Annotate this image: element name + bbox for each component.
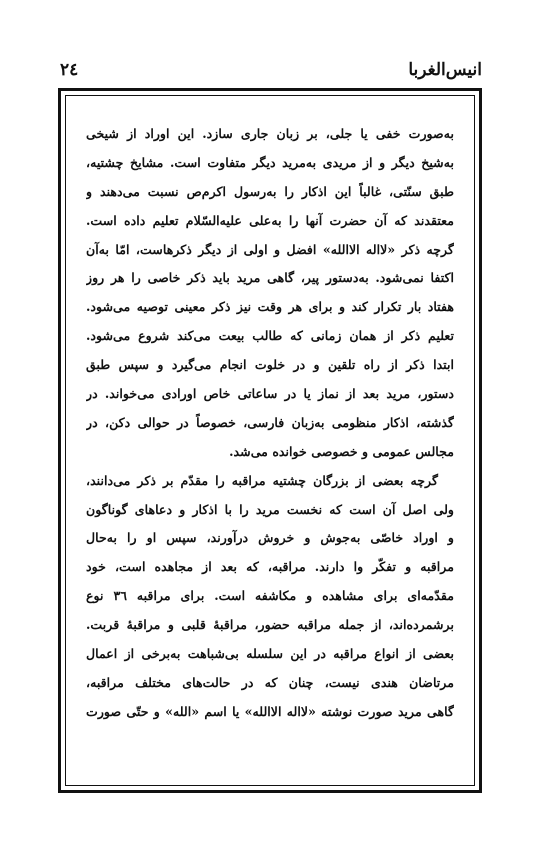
paragraph-2 — [86, 467, 454, 727]
text-line: مقدّمه‌ای برای مشاهده و مکاشفه است. برای مراقبه ۳٦ نوع — [86, 588, 454, 604]
book-title: انیس‌الغربا — [408, 60, 482, 80]
text-line: ابتدا ذکر از راه تلقین و در خلوت انجام می‌گیرد و سپس طبق — [86, 357, 454, 373]
text-line: معتقدند که آن حضرت آنها را به‌علی علیه‌السّلام تعلیم داده است. — [86, 212, 454, 228]
text-line: هفتاد بار تکرار کند و برای هر وقت نیز ذکر معینی توصیه می‌شود. — [86, 299, 454, 315]
text-line: گرچه ذکر «لااله الاالله» افضل و اولی از دیگر ذکرهاست، امّا به‌آن — [86, 241, 454, 257]
text-line: اکتفا نمی‌شود. به‌دستور پیر، گاهی مرید باید ذکر خاصی را هر روز — [86, 270, 454, 286]
text-line: گرچه بعضی از بزرگان چشتیه مراقبه را مقدّم بر ذکر می‌دانند، — [86, 472, 438, 488]
text-line: طبق سنّتی، غالباً این اذکار را به‌رسول اکرم‌ص نسبت می‌دهند و — [86, 183, 454, 199]
text-line: دستور، مرید بعد از نماز یا در ساعاتی خاص اورادی می‌خواند. در — [86, 386, 454, 402]
text-line: برشمرده‌اند، از جمله مراقبه حضور، مراقبهٔ قلبی و مراقبهٔ قربت. — [86, 617, 454, 633]
text-line: گاهی مرید صورت نوشته «لااله الاالله» یا اسم «الله» و حتّی صورت — [86, 703, 454, 719]
text-line: تعلیم ذکر از همان زمانی که طالب بیعت می‌کند شروع می‌شود. — [86, 328, 454, 344]
text-line: گذشته، اذکار منظومی به‌زبان فارسی، خصوصاً در حوالی دکن، در — [86, 414, 454, 430]
paragraph-1 — [86, 120, 454, 467]
page-header — [60, 60, 482, 84]
text-line: مرتاضان هندی نیست، چنان که در حالت‌های مختلف مراقبه، — [86, 674, 454, 690]
text-line: به‌صورت خفی یا جلی، بر زبان جاری سازد. این اوراد از شیخی — [86, 126, 454, 141]
text-line: ولی اصل آن است که نخست مرید را با اذکار و دعاهای گوناگون — [86, 501, 454, 517]
text-line: مجالس عمومی و خصوصی خوانده می‌شد. — [229, 443, 454, 459]
page-number: ۲٤ — [60, 60, 79, 80]
text-line: به‌شیخ دیگر و از مریدی به‌مرید دیگر متفاوت است. مشایخ چشتیه، — [86, 154, 454, 170]
text-line: بعضی از انواع مراقبه در این سلسله بی‌شباهت به‌برخی از اعمال — [86, 646, 454, 662]
text-line: و اوراد خاصّی به‌جوش و خروش درآورند، سپس او را به‌حال — [86, 530, 454, 546]
body-text — [86, 120, 454, 727]
text-line: مراقبه و تفکّر وا دارند. مراقبه، که بعد از مجاهده است، خود — [86, 559, 454, 575]
